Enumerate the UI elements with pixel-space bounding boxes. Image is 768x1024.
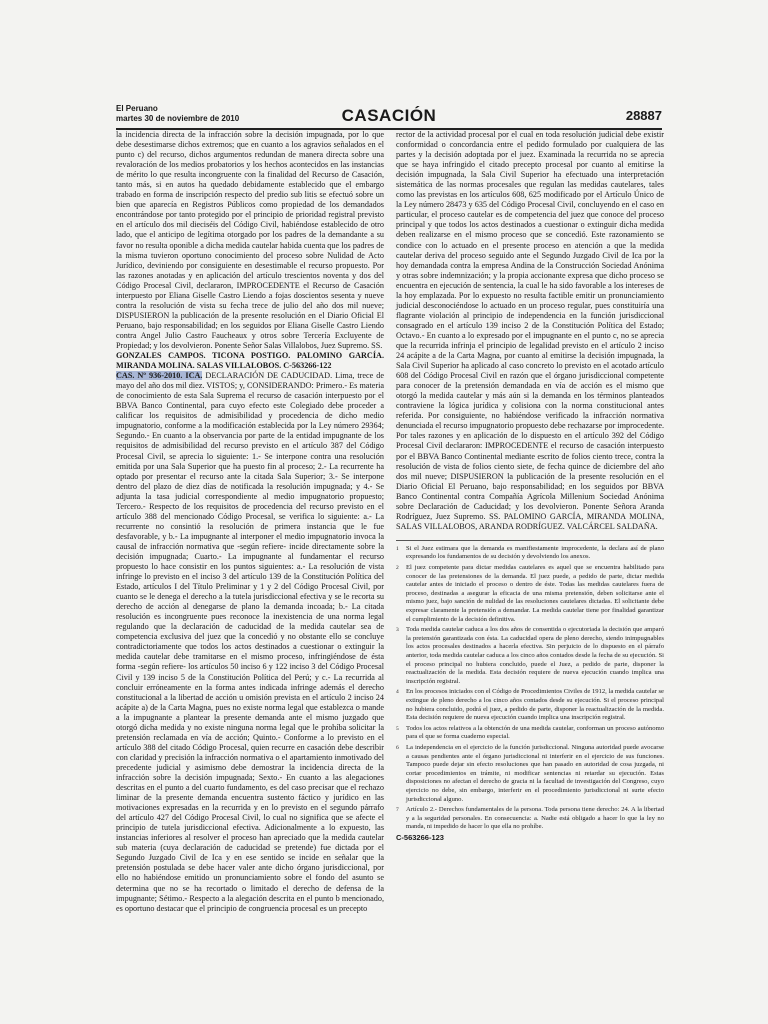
right-paragraph-1: rector de la actividad procesal por el cual en toda resolución judicial debe existir conformidad o concordancia entre el pedido formulado por cualquiera de las partes y la decisión adoptada por el juez. Examinada la recurrida no se aprecia que se haya infringido el citado precepto procesal por cuanto al emitirse la decisión impugnada, la Sala Civil Superior ha efectuado una interpretación sistemática de las normas procesales que regulan las medidas cautelares, tales como las previstas en los artículos 608, 625 modificado por el Artículo Único de la Ley número 28473 y 635 del Código Procesal Civil, concluyendo en el caso en particular, el proceso cautelar es de competencia del juez que conoce del proceso principal y que todos los actos destinados a cuestionar o extinguir dicha medida deben realizarse en el mismo proceso que se concedió. Este razonamiento se condice con lo actuado en el presente proceso en atención a que la medida cautelar deriva del proceso seguido ante el Segundo Juzgado Civil de Ica por la hoy demandada contra la empresa Andina de la Construcción Sociedad Anónima y otras sobre indemnización; y la propia accionante expresa que dicho proceso se encuentra en ejecución de sentencia, la cual le ha sido favorable a los intereses de la hoy emplazada. Por lo expuesto no resulta factible emitir un pronunciamiento judicial desconociéndose lo actuado en un proceso regular, pues constituiría una flagrante violación al principio de independencia en la función jurisdiccional consagrado en el artículo 139 inciso 2 de la Constitución Política del Estado; Octavo.- En cuanto a lo expresado por el impugnante en el punto c, no se aprecia que la recurrida infrinja el principio de legalidad previsto en el artículo 2 inciso 24 acápite a de la Carta Magna, por cuanto al emitirse la decisión impugnada, la Sala Civil Superior ha aplicado al caso concreto lo previsto en el acotado artículo 608 del Código Procesal Civil en razón que el órgano jurisdiccional competente para conocer de la pretensión demandada en vía de acción es el mismo que otorgó la medida cautelar y más aún si la demanda en los términos planteados contraviene la lógica jurídica y colisiona con la norma constitucional antes referida. Por consiguiente, no habiéndose verificado la infracción normativa denunciada el recurso impugnatorio propuesto debe rechazarse por improcedente. Por tales razones y en aplicación de lo dispuesto en el artículo 392 del Código Procesal Civil declararon: IMPROCEDENTE el recurso de casación interpuesto por el BBVA Banco Continental mediante escrito de folios ciento trece, contra la resolución de vista de folios ciento siete, de fecha quince de diciembre del año dos mil nueve; DISPUSIERON la publicación de la presente resolución en el Diario Oficial El Peruano, bajo responsabilidad; en los seguidos por BBVA Banco Continental contra Compañía Agrícola Millenium Sociedad Anónima sobre Declaración de Caducidad; y los devolvieron. Ponente Señora Aranda Rodríguez, Juez Supremo. SS. PALOMINO GARCÍA, MIRANDA MOLINA, SALAS VILLALOBOS, ARANDA RODRÍGUEZ. VALCÁRCEL SALDAÑA. [396, 130, 664, 531]
page-header [116, 104, 662, 130]
document-code: C-563266-123 [396, 832, 444, 842]
footnote: 7 Artículo 2.- Derechos fundamentales de la persona. Toda persona tiene derecho: 24. A la libertad y a la seguridad personales. En consecuencia: a. Nadie está obligado a hacer lo que la ley no manda, ni impedido de hacer lo que ella no prohíbe. [396, 806, 664, 831]
footnote: 4 En los procesos iniciados con el Código de Procedimientos Civiles de 1912, la medida cautelar se extingue de pleno derecho a los cinco años contados desde su ejecución. Si el proceso principal no hubiera concluido, podrá el juez, a pedido de parte, disponer la reactualización de la medida. Esta decisión requiere de nueva ejecución cuando implica una inscripción registral. [396, 688, 664, 722]
judges-signature-1: GONZALES CAMPOS. TICONA POSTIGO. PALOMINO GARCÍA. MIRANDA MOLINA. SALAS VILLALOBOS. C-563266-122 [116, 351, 384, 371]
publication-date: martes 30 de noviembre de 2010 [116, 114, 240, 123]
case-body: DECLARACIÓN DE CADUCIDAD. Lima, trece de mayo del año dos mil diez. VISTOS; y, CONSIDERANDO: Primero.- Es materia de conocimiento de esta Sala Suprema el recurso de casación interpuesto por el BBVA Banco Continental, para cuyo efecto este Colegiado debe proceder a calificar los requisitos de admisibilidad y procedencia de dicho medio impugnatorio, conforme a la modificación establecida por la Ley número 29364; Segundo.- En cuanto a la observancia por parte de la entidad impugnante de los requisitos de admisibilidad del recurso previsto en el artículo 387 del Código Procesal Civil, se aprecia lo siguiente: 1.- Se interpone contra una resolución emitida por una Sala Superior que ha puesto fin al proceso; 2.- La recurrente ha optado por presentar el recurso ante la citada Sala Superior; 3.- Se interpone dentro del plazo de diez días de notificada la resolución impugnada; y 4.- Se adjunta la tasa judicial correspondiente al medio impugnatorio propuesto; Tercero.- Respecto de los requisitos de procedencia del recurso previsto en el artículo 388 del mencionado Código Procesal, se verifica lo siguiente: a.- La recurrente no consintió la resolución de primera instancia que le fue desfavorable, y b.- La impugnante al interponer el medio impugnatorio invoca la causal de infracción normativa que -según refiere- incide directamente sobre la decisión impugnada; Cuarto.- La impugnante al fundamentar el recurso propuesto lo hace consistir en los puntos siguientes: a.- La resolución de vista infringe lo previsto en el inciso 3 del artículo 139 de la Constitución Política del Estado, artículos I del Título Preliminar y 1 y 2 del Código Procesal Civil, por cuanto se le denega el derecho a la tutela jurisdiccional efectiva y se le recorta su derecho de acción al denegarse de plano la demanda incoada; b.- La citada resolución es incongruente pues reconoce la inexistencia de una norma legal regulando que la declaración de caducidad de la medida cautelar sea de competencia exclusiva del juez que la concedió y no obstante ello se concluye contradictoriamente que todos los actos destinados a cuestionar o extinguir la medida cautelar debe tramitarse en el mismo proceso, infringiéndose de ésta forma -según refiere- los artículos 50 inciso 6 y 122 inciso 3 del Código Procesal Civil y 139 inciso 5 de la Constitución Política del Perú; y c.- La recurrida al concluir erróneamente en la forma antes indicada infringe además el derecho constitucional a la libertad de acción u omisión prevista en el artículo 2 inciso 24 acápite a) de la Carta Magna, pues no existe norma legal que establezca o mande a la impugnante a plantear la presente demanda ante el mismo juzgado que otorgó dicha medida y no existe ninguna norma legal que le prohíba solicitar la pretensión reclamada en vía de acción; Quinto.- Conforme a lo previsto en el artículo 388 del citado Código Procesal, quien recurre en casación debe describir con claridad y precisión la infracción normativa o el apartamiento inmotivado del precedente judicial y asimismo debe demostrar la incidencia directa de la infracción sobre la decisión impugnada; Sexto.- En cuanto a las alegaciones descritas en el punto a del cuarto fundamento, es del caso precisar que el rechazo liminar de la presente demanda encuentra sustento fáctico y jurídico en las motivaciones expresadas en la recurrida y en lo previsto en el segundo párrafo del artículo 427 del Código Procesal Civil, lo cual no significa que se afecte el principio de tutela jurisdiccional efectiva. Adicionalmente a lo expuesto, las instancias inferiores al resolver el proceso han apreciado que la medida cautelar sub materia (cuya declaración de caducidad se pretende) fue dictada por el Segundo Juzgado Civil de Ica y en ese sentido se incide en señalar que la pretensión postulada se debe hacer valer ante dicho órgano jurisdiccional, por ello no habiéndose emitido un pronunciamiento sobre el fondo del asunto se determina que no se ha recortado o limitado el derecho de defensa de la impugnante; Sétimo.- Respecto a la alegación descrita en el punto b mencionado, es oportuno destacar que el principio de congruencia procesal es un precepto [116, 371, 385, 913]
left-paragraph-2 [116, 371, 384, 914]
left-paragraph-1: la incidencia directa de la infracción sobre la decisión impugnada, por lo que debe desestimarse dichos extremos; que en cuanto a los agravios señalados en el punto c) del recurso, dichos argumentos redundan de manera directa sobre una revaloración de los medios probatorios y los hechos acontecidos en las instancias de mérito lo que resulta incongruente con la finalidad del Recurso de Casación, tanto más, si en autos ha quedado debidamente establecido que el embargo trabado en forma de inscripción respecto del predio sub litis se efectuó sobre un bien que aparecía en Registros Públicos como propiedad de los demandados encontrándose por tanto protegido por el principio de prioridad registral previsto en el artículo dos mil dieciséis del Código Civil, habiéndose establecido de otro lado, que el anticipo de legítima otorgado por los padres de la demandante a su favor no resulta oponible a dicha medida cautelar habida cuenta que los padres de la misma tuvieron oportuno conocimiento del proceso sobre Nulidad de Acto Jurídico, deviniendo por consiguiente en desestimable el recurso propuesto. Por las razones anotadas y en aplicación del artículo trescientos noventa y dos del Código Procesal Civil, declararon, IMPROCEDENTE el Recurso de Casación interpuesto por Eliana Giselle Castro Liendo a fojas doscientos sesenta y nueve contra la resolución de vista su fecha trece de julio del año dos mil nueve; DISPUSIERON la publicación de la presente resolución en el Diario Oficial El Peruano, bajo responsabilidad; en los seguidos por Eliana Giselle Castro Liendo contra Angel Julio Castro Faucheaux y otros sobre Tercería Excluyente de Propiedad; y los devolvieron. Ponente Señor Salas Villalobos, Juez Supremo. SS. [116, 130, 384, 350]
left-column [116, 130, 384, 914]
footnote: 5 Todos los actos relativos a la obtención de una medida cautelar, conforman un proceso autónomo para el que se forma cuaderno especial. [396, 724, 664, 741]
right-column [396, 130, 664, 842]
page-number: 28887 [625, 108, 662, 123]
case-number: CAS. Nº 936-2010. ICA. [116, 371, 203, 381]
footnotes [396, 540, 664, 843]
footnote: 3 Toda medida cautelar caduca a los dos años de consentida o ejecutoriada la decisión que amparó la pretensión garantizada con ésta. La caducidad opera de pleno derecho, siendo inimpugnables los actos procesales destinados a hacerla efectiva. Sin perjuicio de lo dispuesto en el párrafo anterior, toda medida cautelar caduca a los cinco años contados desde la fecha de su ejecución. Si el proceso principal no hubiera concluido, puede el Juez, a pedido de parte, disponer la reactualización de la medida. Esta decisión requiere de nueva ejecución cuando implica una inscripción registral. [396, 626, 664, 685]
footnote: 6 La independencia en el ejercicio de la función jurisdiccional. Ninguna autoridad puede avocarse a causas pendientes ante el órgano jurisdiccional ni interferir en el ejercicio de sus funciones. Tampoco puede dejar sin efecto resoluciones que han pasado en autoridad de cosa juzgada, ni cortar procedimientos en trámite, ni modificar sentencias ni retardar su ejecución. Estas disposiciones no afectan el derecho de gracia ni la facultad de investigación del Congreso, cuyo ejercicio no debe, sin embargo, interferir en el procedimiento jurisdiccional ni surte efecto jurisdiccional alguno. [396, 743, 664, 803]
footnote: 2 El juez competente para dictar medidas cautelares es aquel que se encuentra habilitado para conocer de las pretensiones de la demanda. El juez puede, a pedido de parte, dictar medida cautelar antes de iniciado el proceso o dentro de éste. Todas las medidas cautelares fuera de proceso, destinadas a asegurar la eficacia de una misma pretensión, deben solicitarse ante el mismo juez, bajo sanción de nulidad de las resoluciones cautelares dictadas. El solicitante debe expresar claramente la pretensión a demandar. La medida cautelar tiene por finalidad garantizar el cumplimiento de la decisión definitiva. [396, 564, 664, 623]
publication-name: El Peruano [116, 104, 158, 113]
section-title: CASACIÓN [341, 106, 437, 125]
footnote: 1 Si el Juez estimara que la demanda es manifiestamente improcedente, la declara así de plano expresando los fundamentos de su decisión y devolviendo los anexos. [396, 544, 664, 561]
